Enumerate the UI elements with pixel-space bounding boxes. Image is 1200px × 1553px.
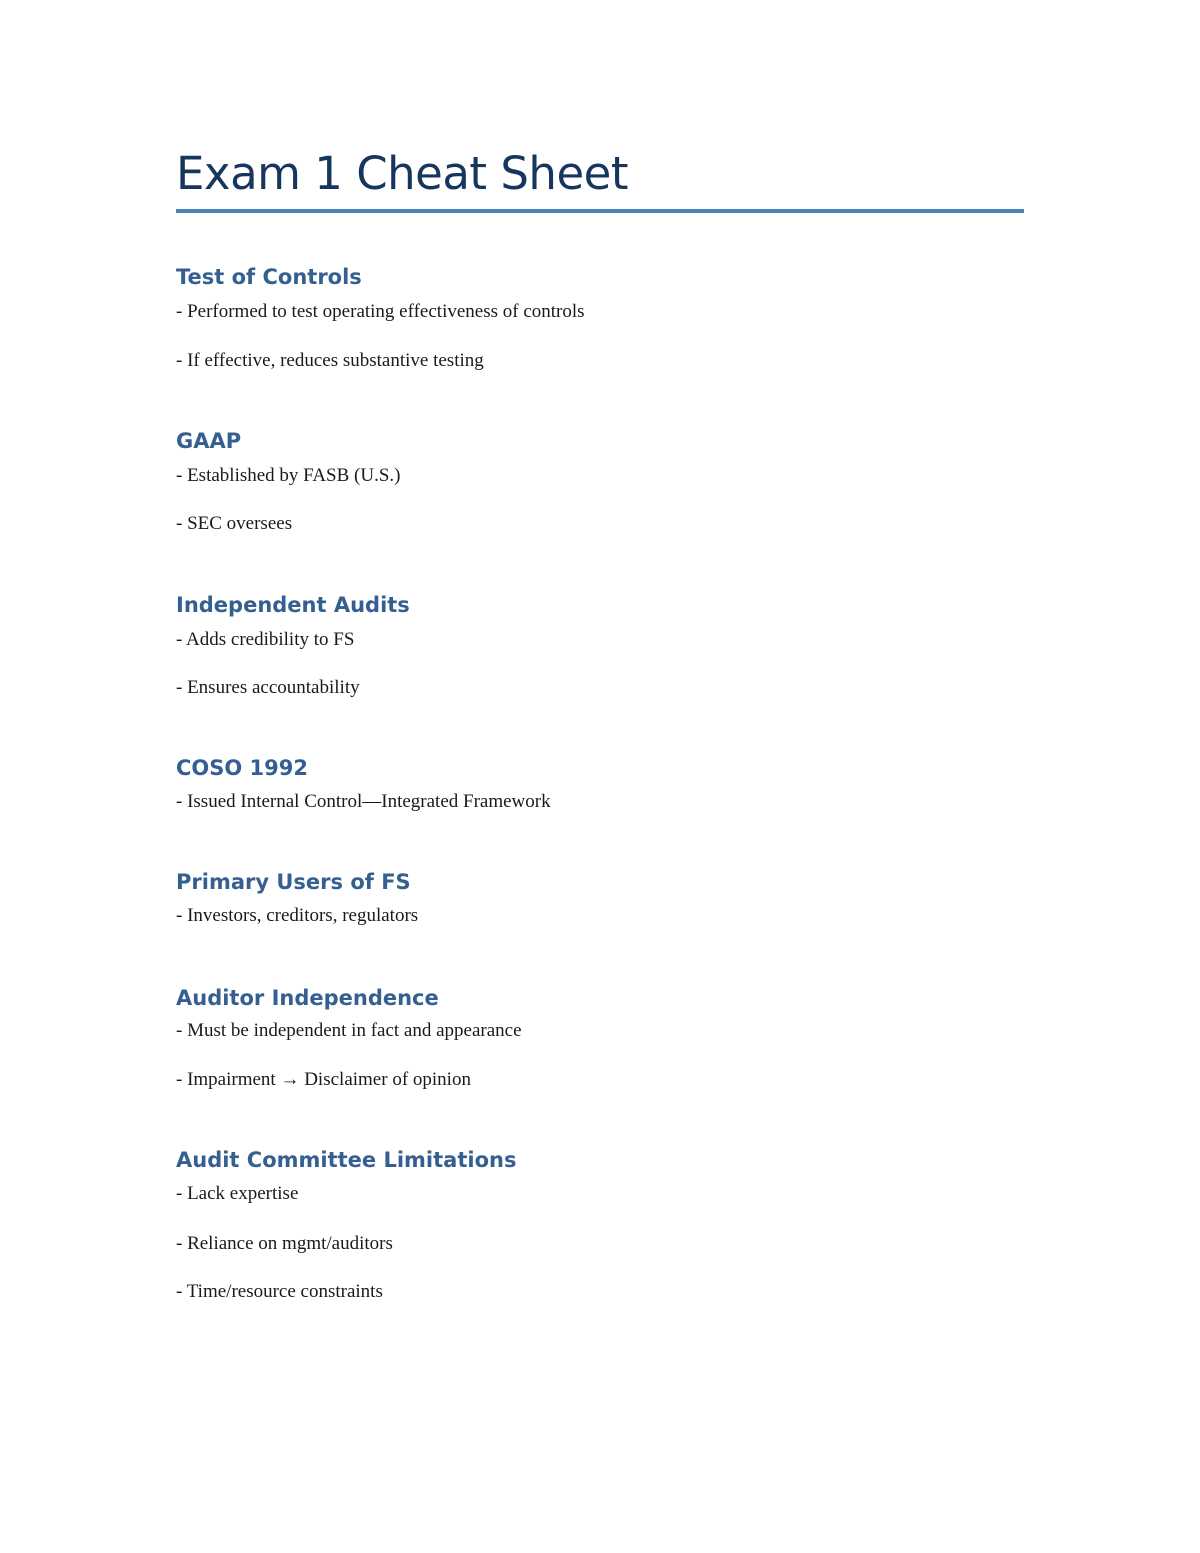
section-heading-auditor-independence: Auditor Independence [176, 986, 439, 1010]
list-item: - Reliance on mgmt/auditors [176, 1233, 393, 1254]
section-heading-audit-committee-limitations: Audit Committee Limitations [176, 1148, 517, 1172]
page-title: Exam 1 Cheat Sheet [176, 147, 628, 200]
section-heading-independent-audits: Independent Audits [176, 593, 410, 617]
list-item: - Investors, creditors, regulators [176, 905, 419, 926]
list-item: - Impairment → Disclaimer of opinion [176, 1069, 471, 1090]
section-heading-primary-users: Primary Users of FS [176, 870, 411, 894]
title-underline-rule [176, 209, 1024, 213]
list-item: - Time/resource constraints [176, 1281, 383, 1302]
list-item: - If effective, reduces substantive testing [176, 350, 484, 371]
list-item: - Issued Internal Control—Integrated Framework [176, 791, 551, 812]
list-item: - Adds credibility to FS [176, 629, 355, 650]
list-item: - SEC oversees [176, 513, 293, 534]
list-item: - Established by FASB (U.S.) [176, 465, 401, 486]
section-heading-gaap: GAAP [176, 429, 242, 453]
list-item: - Ensures accountability [176, 677, 360, 698]
section-heading-coso-1992: COSO 1992 [176, 756, 308, 780]
list-item: - Performed to test operating effectiveness of controls [176, 301, 585, 322]
list-item: - Lack expertise [176, 1183, 299, 1204]
list-item: - Must be independent in fact and appearance [176, 1020, 522, 1041]
section-heading-test-of-controls: Test of Controls [176, 265, 362, 289]
